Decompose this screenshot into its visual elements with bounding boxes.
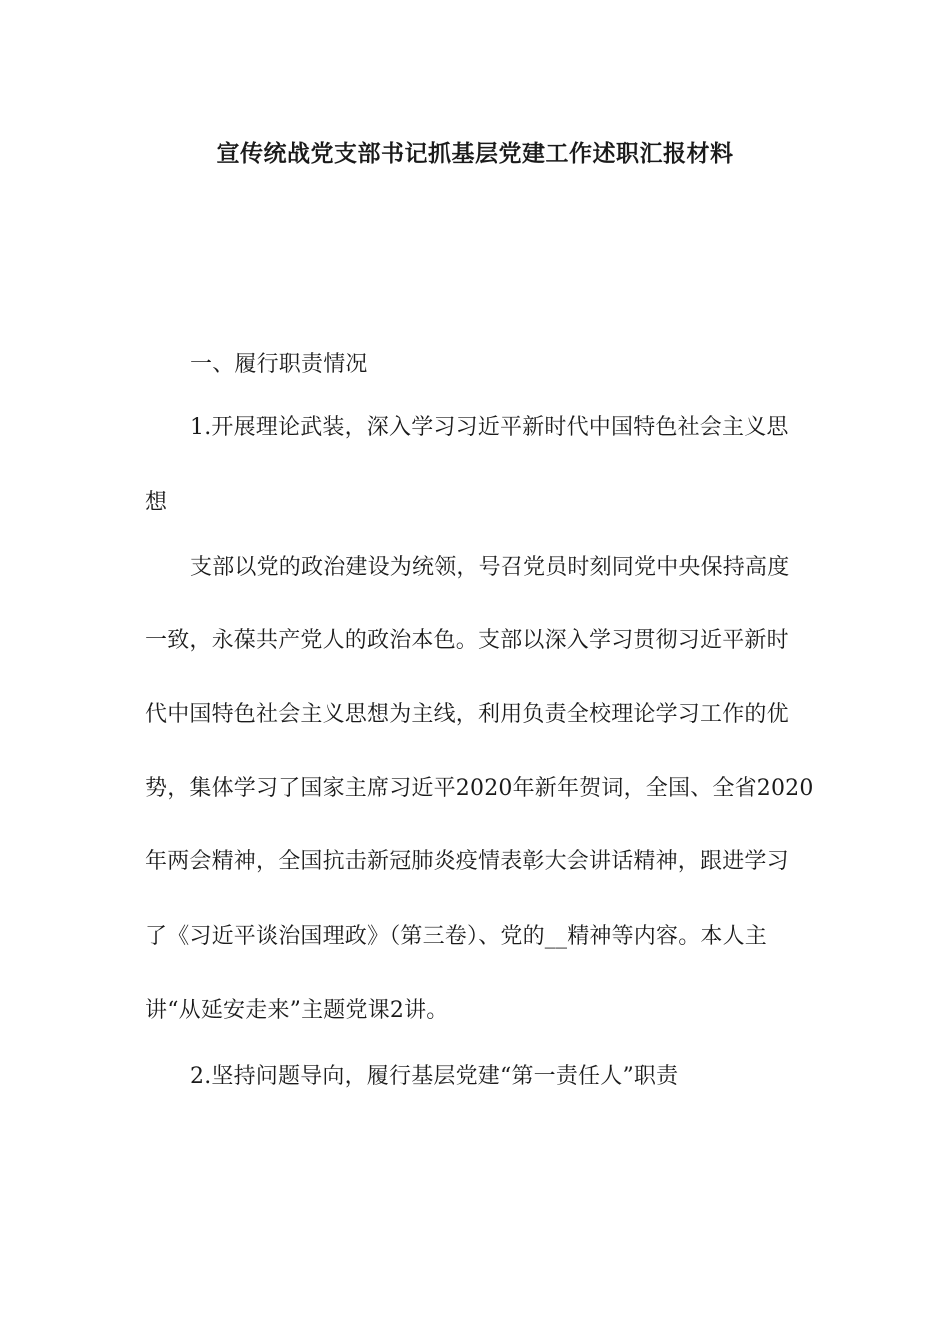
paragraph-line: 讲“从延安走来”主题党课2讲。 xyxy=(145,998,449,1023)
paragraph-line: 势，集体学习了国家主席习近平2020年新年贺词，全国、全省2020 xyxy=(145,776,814,801)
paragraph-line: 代中国特色社会主义思想为主线，利用负责全校理论学习工作的优 xyxy=(145,702,789,727)
paragraph-line: 了《习近平谈治国理政》（第三卷）、党的__精神等内容。本人主 xyxy=(145,924,768,949)
document-title: 宣传统战党支部书记抓基层党建工作述职汇报材料 xyxy=(216,140,734,167)
section-heading: 一、履行职责情况 xyxy=(190,352,368,377)
paragraph-line: 1.开展理论武装，深入学习习近平新时代中国特色社会主义思 xyxy=(190,415,789,440)
paragraph-line: 年两会精神，全国抗击新冠肺炎疫情表彰大会讲话精神，跟进学习 xyxy=(145,849,789,874)
paragraph-line: 2.坚持问题导向，履行基层党建“第一责任人”职责 xyxy=(190,1064,679,1089)
paragraph-line: 支部以党的政治建设为统领，号召党员时刻同党中央保持高度 xyxy=(190,555,790,580)
paragraph-line: 想 xyxy=(145,490,168,515)
paragraph-line: 一致，永葆共产党人的政治本色。支部以深入学习贯彻习近平新时 xyxy=(145,628,789,653)
